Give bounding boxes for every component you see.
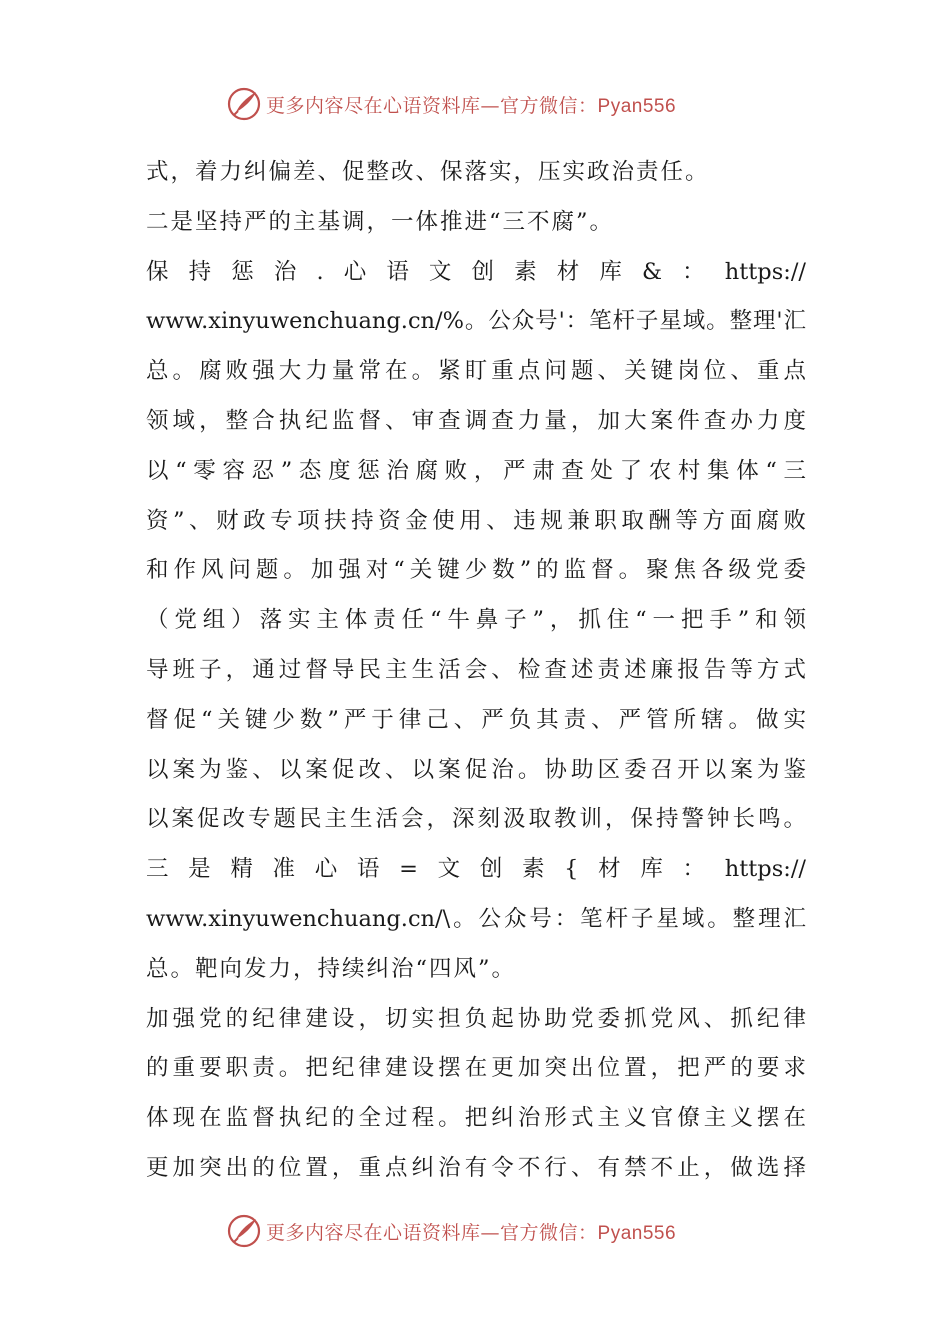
text-line: 督促“关键少数”严于律己、严负其责、严管所辖。做实 bbox=[146, 706, 806, 733]
text-line: 导班子，通过督导民主生活会、检查述责述廉报告等方式 bbox=[146, 656, 806, 683]
text-line: www.xinyuwenchuang.cn/\。公众号：笔杆子星域。整理汇 bbox=[146, 905, 806, 932]
text-line: 和作风问题。加强对“关键少数”的监督。聚焦各级党委 bbox=[146, 557, 806, 584]
text-line: 的重要职责。把纪律建设摆在更加突出位置，把严的要求 bbox=[146, 1055, 806, 1082]
text-line: 二是坚持严的主基调，一体推进“三不腐”。 bbox=[146, 208, 615, 235]
text-line: （党组）落实主体责任“牛鼻子”，抓住“一把手”和领 bbox=[146, 607, 806, 634]
footer-banner bbox=[226, 1211, 676, 1251]
text-line: 总。腐败强大力量常在。紧盯重点问题、关键岗位、重点 bbox=[146, 358, 806, 385]
text-line: 加强党的纪律建设，切实担负起协助党委抓党风、抓纪律 bbox=[146, 1005, 806, 1032]
text-line: www.xinyuwenchuang.cn/%。公众号'：笔杆子星域。整理'汇 bbox=[146, 308, 806, 335]
banner-text: 更多内容尽在心语资料库—官方微信：Pyan556 bbox=[266, 1221, 677, 1244]
text-line: 更加突出的位置，重点纠治有令不行、有禁不止，做选择 bbox=[146, 1154, 806, 1181]
header-banner bbox=[226, 84, 676, 124]
document-body bbox=[146, 148, 806, 1194]
text-line: 领域，整合执纪监督、审查调查力量，加大案件查办力度 bbox=[146, 407, 806, 434]
text-line: 体现在监督执纪的全过程。把纠治形式主义官僚主义摆在 bbox=[146, 1105, 806, 1132]
text-line: 三是精准心语=文创素{材库：https:// bbox=[146, 856, 806, 883]
text-line: 以案促改专题民主生活会，深刻汲取教训，保持警钟长鸣。 bbox=[146, 806, 806, 833]
text-line: 保持惩治.心语文创素材库&：https:// bbox=[146, 258, 806, 285]
text-line: 式，着力纠偏差、促整改、保落实，压实政治责任。 bbox=[146, 159, 710, 185]
text-line: 以案为鉴、以案促改、以案促治。协助区委召开以案为鉴 bbox=[146, 756, 806, 783]
quill-logo-icon bbox=[226, 86, 262, 122]
text-line: 资”、财政专项扶持资金使用、违规兼职取酬等方面腐败 bbox=[146, 507, 806, 534]
text-line: 总。靶向发力，持续纠治“四风”。 bbox=[146, 955, 517, 982]
text-line: 以“零容忍”态度惩治腐败，严肃查处了农村集体“三 bbox=[146, 457, 806, 484]
banner-text: 更多内容尽在心语资料库—官方微信：Pyan556 bbox=[266, 94, 677, 117]
quill-logo-icon bbox=[226, 1213, 262, 1249]
